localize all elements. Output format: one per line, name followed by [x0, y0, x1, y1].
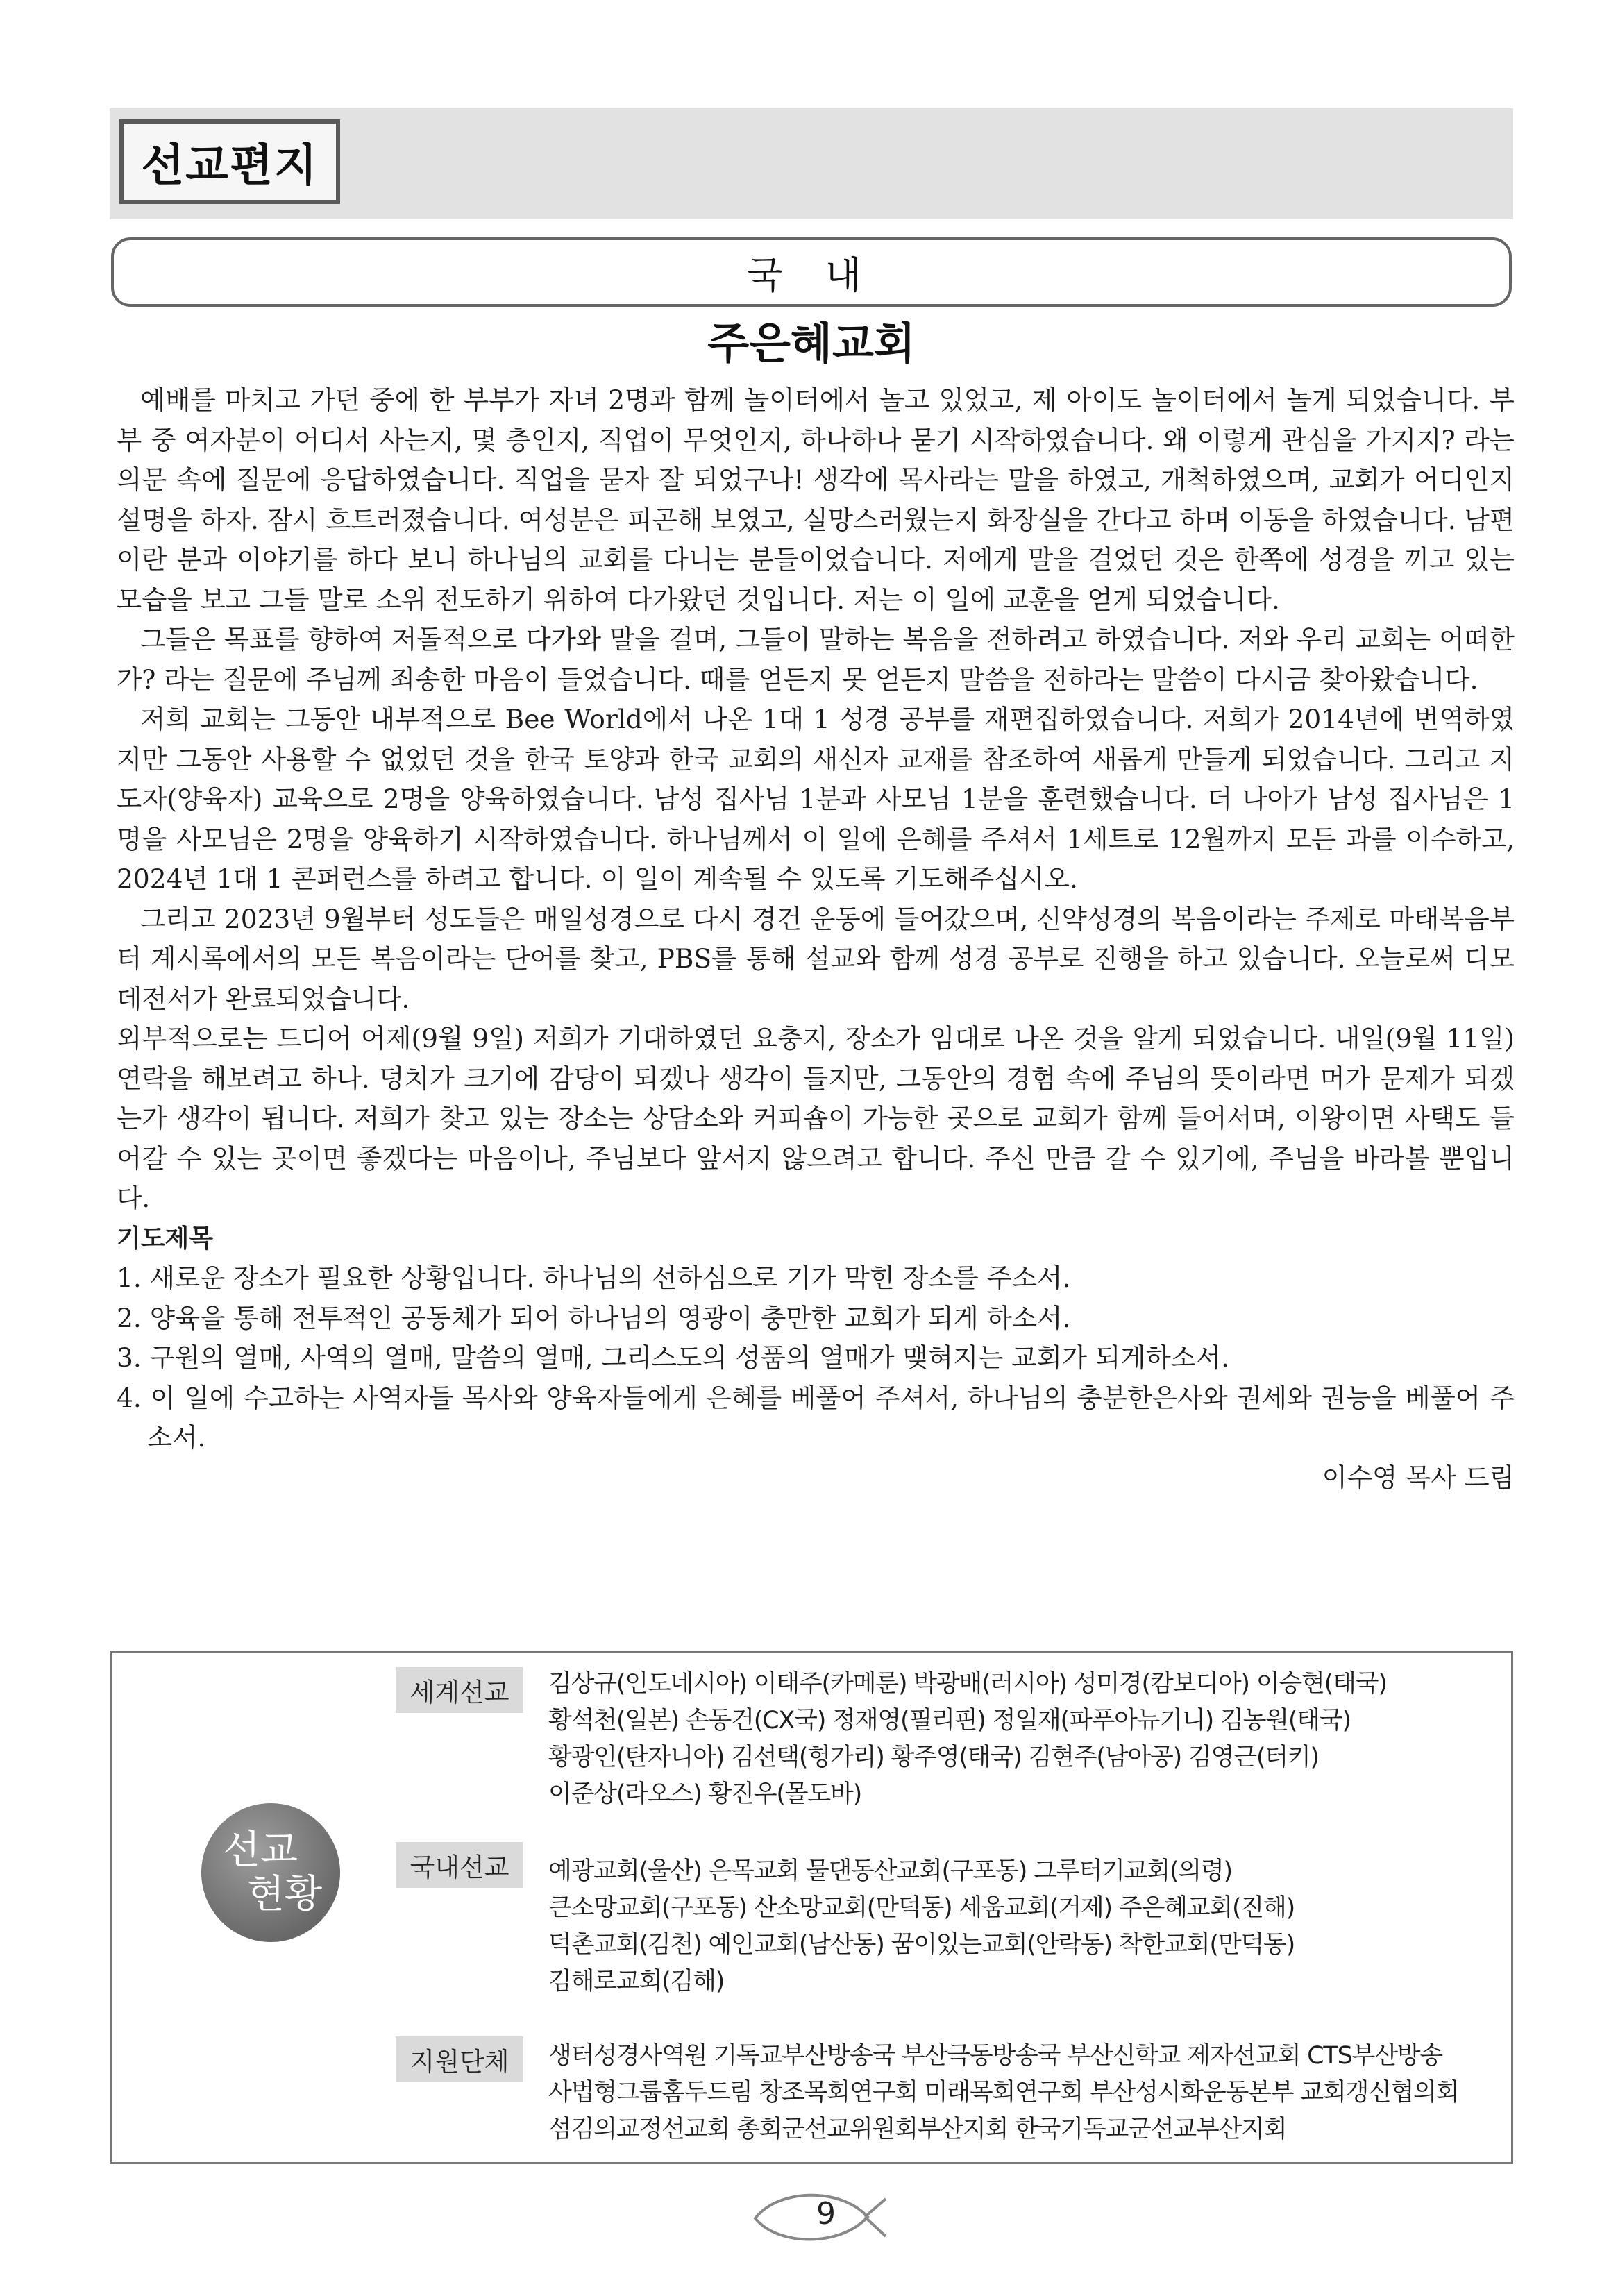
- region-title: 국 내: [746, 253, 877, 297]
- world-mission-list: [548, 1666, 1513, 1813]
- domestic-mission-line: 덕촌교회(김천) 예인교회(남산동) 꿈이있는교회(안락동) 착한교회(만덕동): [548, 1931, 1295, 1959]
- letter-paragraph: 외부적으로는 드디어 어제(9월 9일) 저희가 기대하였던 요충지, 장소가 임대로 나온 것을 알게 되었습니다. 내일(9월 11일) 연락을 해보려고 하나. 덩치가 크기에 감당이 되겠나 생각이 들지만, 그동안의 경험 속에 주님의 뜻이라면 머가 문제가 되겠는가 생각이 됩니다. 저희가 찾고 있는 장소는 상담소와 커피숍이 가능한 곳으로 교회가 함께 들어서며, 이왕이면 사택도 들어갈 수 있는 곳이면 좋겠다는 마음이나, 주님보다 앞서지 않으려고 합니다. 주신 만큼 갈 수 있기에, 주님을 바라볼 뿐입니다.: [117, 1023, 1515, 1213]
- letter-paragraph: 그들은 목표를 향하여 저돌적으로 다가와 말을 걸며, 그들이 말하는 복음을 전하려고 하였습니다. 저와 우리 교회는 어떠한가? 라는 질문에 주님께 죄송한 마음이 들었습니다. 때를 얻든지 못 얻든지 말씀을 전하라는 말씀이 다시금 찾아왔습니다.: [117, 624, 1515, 695]
- support-org-tag: 지원단체: [396, 2036, 523, 2082]
- prayer-item: 3. 구원의 열매, 사역의 열매, 말씀의 열매, 그리스도의 성품의 열매가 맺혀지는 교회가 되게하소서.: [117, 1342, 1230, 1373]
- world-mission-tag: 세계선교: [396, 1667, 523, 1713]
- prayer-item: 2. 양육을 통해 전투적인 공동체가 되어 하나님의 영광이 충만한 교회가 되게 하소서.: [117, 1302, 1071, 1333]
- prayer-heading: 기도제목: [117, 1224, 214, 1253]
- section-label-box: [119, 119, 340, 204]
- badge-line-2: 현황: [246, 1872, 323, 1917]
- region-bar: [111, 237, 1512, 307]
- letter-body: [117, 380, 1515, 1498]
- domestic-mission-line: 김해로교회(김해): [548, 1968, 725, 1995]
- prayer-item: 1. 새로운 장소가 필요한 상황입니다. 하나님의 선하심으로 기가 막힌 장소를 주소서.: [117, 1263, 1071, 1293]
- world-mission-line: 김상규(인도네시아) 이태주(카메룬) 박광배(러시아) 성미경(캄보디아) 이승현(태국): [548, 1670, 1387, 1698]
- world-mission-line: 이준상(라오스) 황진우(몰도바): [548, 1780, 862, 1808]
- church-title: 주은혜교회: [707, 318, 916, 369]
- domestic-mission-tag: 국내선교: [396, 1842, 523, 1888]
- support-org-line: 섬김의교정선교회 총회군선교위원회부산지회 한국기독교군선교부산지회: [548, 2116, 1287, 2143]
- letter-paragraph: 그리고 2023년 9월부터 성도들은 매일성경으로 다시 경건 운동에 들어갔으며, 신약성경의 복음이라는 주제로 마태복음부터 계시록에서의 모든 복음이라는 단어를 찾고, PBS를 통해 설교와 함께 성경 공부로 진행을 하고 있습니다. 오늘로써 디모데전서가 완료되었습니다.: [117, 903, 1515, 1014]
- world-mission-line: 황석천(일본) 손동건(CX국) 정재영(필리핀) 정일재(파푸아뉴기니) 김농원(태국): [548, 1707, 1351, 1734]
- domestic-mission-line: 예광교회(울산) 은목교회 물댄동산교회(구포동) 그루터기교회(의령): [548, 1857, 1232, 1885]
- prayer-item: 4. 이 일에 수고하는 사역자들 목사와 양육자들에게 은혜를 베풀어 주셔서, 하나님의 충분한은사와 권세와 권능을 베풀어 주소서.: [117, 1382, 1515, 1453]
- section-title: 선교편지: [141, 140, 319, 192]
- world-mission-line: 황광인(탄자니아) 김선택(헝가리) 황주영(태국) 김현주(남아공) 김영근(터키): [548, 1744, 1319, 1771]
- support-org-line: 생터성경사역원 기독교부산방송국 부산극동방송국 부산신학교 제자선교회 CTS부산방송: [548, 2042, 1443, 2070]
- signature: 이수영 목사 드림: [1322, 1462, 1515, 1493]
- page-number: 9: [816, 2196, 836, 2231]
- letter-paragraph: 예배를 마치고 가던 중에 한 부부가 자녀 2명과 함께 놀이터에서 놀고 있었고, 제 아이도 놀이터에서 놀게 되었습니다. 부부 중 여자분이 어디서 사는지, 몇 층인지, 직업이 무엇인지, 하나하나 묻기 시작하였습니다. 왜 이렇게 관심을 가지지? 라는 의문 속에 질문에 응답하였습니다. 직업을 묻자 잘 되었구나! 생각에 목사라는 말을 하였고, 개척하였으며, 교회가 어디인지 설명을 하자. 잠시 흐트러졌습니다. 여성분은 피곤해 보였고, 실망스러웠는지 화장실을 간다고 하며 이동을 하였습니다. 남편이란 분과 이야기를 하다 보니 하나님의 교회를 다니는 분들이었습니다. 저에게 말을 걸었던 것은 한쪽에 성경을 끼고 있는 모습을 보고 그들 말로 소위 전도하기 위하여 다가왔던 것입니다. 저는 이 일에 교훈을 얻게 되었습니다.: [117, 385, 1515, 615]
- support-org-list: [548, 2038, 1513, 2148]
- mission-status-badge: [201, 1803, 340, 1942]
- domestic-mission-list: [548, 1853, 1513, 2000]
- badge-line-1: 선교: [222, 1827, 298, 1873]
- support-org-line: 사법형그룹홈두드림 창조목회연구회 미래목회연구회 부산성시화운동본부 교회갱신협의회: [548, 2079, 1459, 2107]
- letter-paragraph: 저희 교회는 그동안 내부적으로 Bee World에서 나온 1대 1 성경 공부를 재편집하였습니다. 저희가 2014년에 번역하였지만 그동안 사용할 수 없었던 것을 한국 토양과 한국 교회의 새신자 교재를 참조하여 새롭게 만들게 되었습니다. 그리고 지도자(양육자) 교육으로 2명을 양육하였습니다. 남성 집사님 1분과 사모님 1분을 훈련했습니다. 더 나아가 남성 집사님은 1명을 사모님은 2명을 양육하기 시작하였습니다. 하나님께서 이 일에 은혜를 주셔서 1세트로 12월까지 모든 과를 이수하고, 2024년 1대 1 콘퍼런스를 하려고 합니다. 이 일이 계속될 수 있도록 기도해주십시오.: [117, 704, 1515, 894]
- domestic-mission-line: 큰소망교회(구포동) 산소망교회(만덕동) 세움교회(거제) 주은혜교회(진해): [548, 1894, 1295, 1922]
- page-number-badge: [750, 2186, 888, 2249]
